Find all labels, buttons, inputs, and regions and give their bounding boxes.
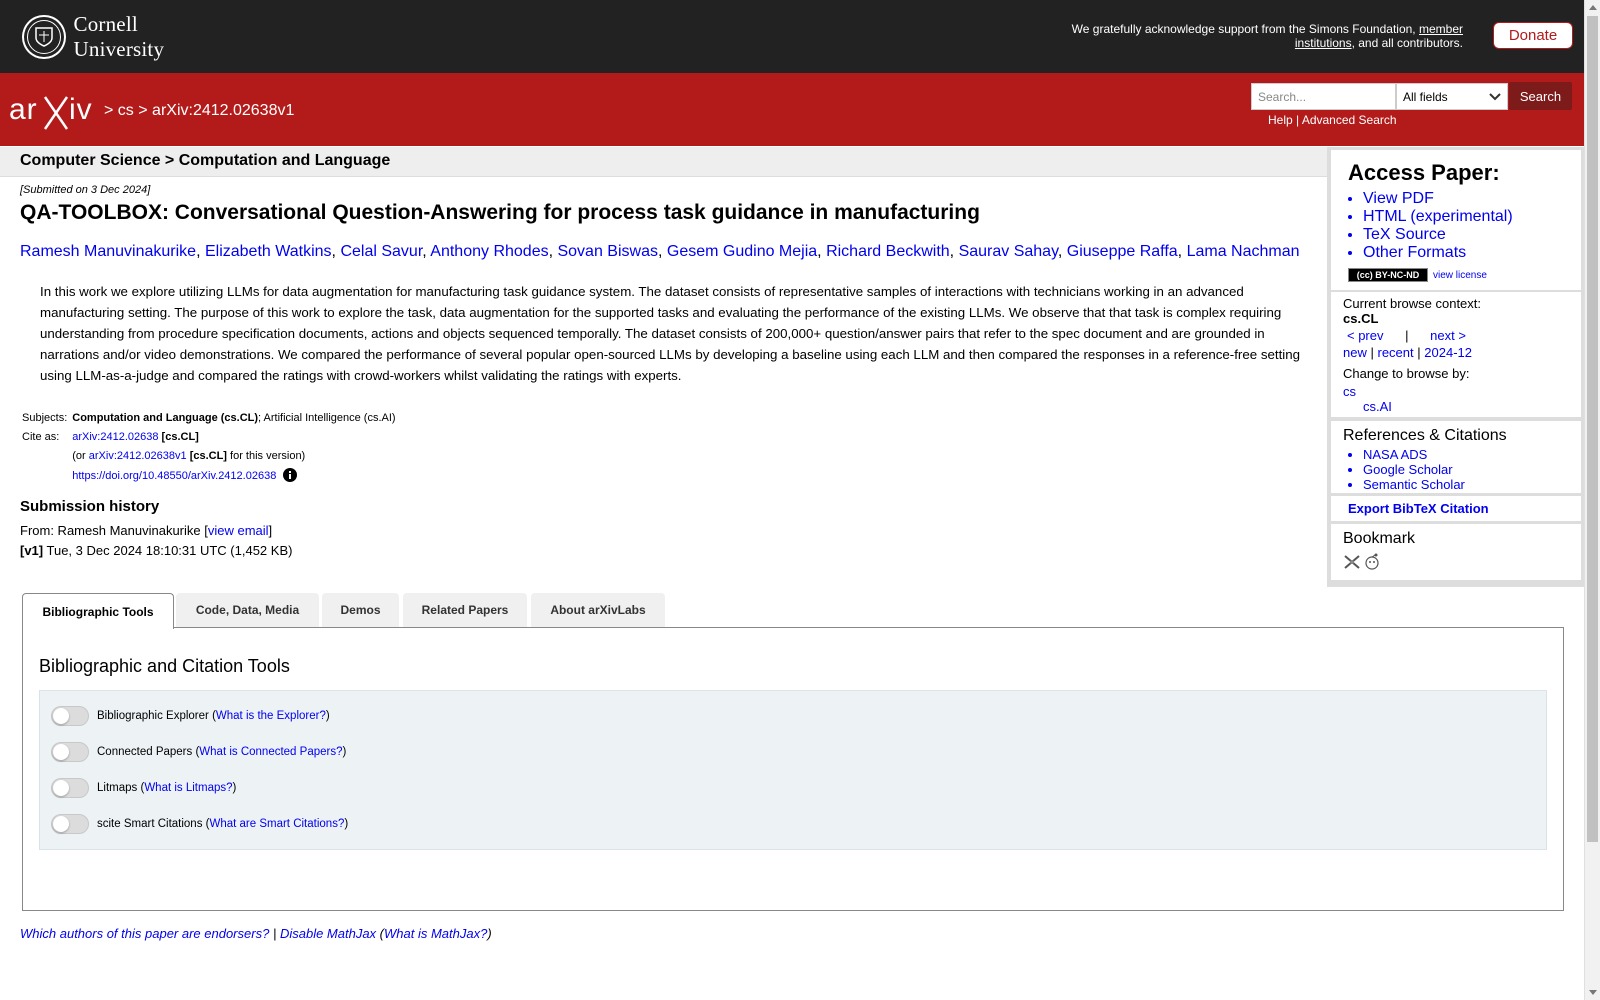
google-scholar-link[interactable]: Google Scholar (1363, 462, 1453, 477)
cornell-wordmark: Cornell University (73, 12, 165, 61)
references-title: References & Citations (1343, 427, 1507, 444)
help-link[interactable]: Help (1268, 113, 1293, 127)
tab-demos[interactable]: Demos (322, 593, 399, 627)
access-paper-box (1331, 150, 1581, 290)
tab-code-data-media[interactable]: Code, Data, Media (176, 593, 319, 627)
support-suffix: , and all contributors. (1351, 36, 1463, 50)
category-title: Computer Science > Computation and Language (20, 152, 391, 169)
references-list (1343, 447, 1465, 492)
tools-box (39, 690, 1547, 850)
disable-mathjax-link[interactable]: Disable MathJax (279, 926, 377, 941)
explorer-toggle[interactable] (51, 706, 89, 726)
version-label: [v1] (20, 543, 44, 558)
change-browse-label: Change to browse by: (1343, 366, 1470, 381)
scroll-thumb[interactable] (1587, 16, 1598, 842)
tool-label: scite Smart Citations (97, 818, 203, 830)
toggle-knob (53, 816, 69, 832)
month-link[interactable]: 2024-12 (1424, 345, 1472, 360)
svg-text:iv: iv (69, 93, 93, 126)
browse-context-value: cs.CL (1343, 311, 1379, 326)
abstract: In this work we explore utilizing LLMs for data augmentation for manufacturing task guidance system. The dataset consists of representative samples of interactions with technicians working in an advanced manufacturing setting. The purpose of this work to explore the task, data augmentation for the supported tasks and evaluating the performance of the existing LLMs. We observe that that task is complex requiring understanding from procedure specification documents, actions and objects sequenced temporally. The dataset consists of 200,000+ question/answer pairs that refer to the spec document and are grounded in narrations and/or video demonstrations. We compared the performance of several popular open-sourced LLMs by developing a baseline using each LLM and then compared the responses in a reference-free setting using LLM-as-a-judge and compared the ratings with crowd-workers whilst validating the ratings with experts. (40, 284, 1301, 383)
tool-help-link[interactable]: What are Smart Citations? (209, 818, 345, 830)
export-box (1331, 496, 1581, 521)
cite-row (20, 429, 399, 448)
next-link[interactable]: next > (1430, 328, 1466, 343)
prev-link[interactable]: < prev (1347, 328, 1384, 343)
tool-row-litmaps: Litmaps ( What is Litmaps? ) (51, 777, 236, 799)
prev-next-row (1347, 328, 1466, 343)
toggle-knob (53, 744, 69, 760)
litmaps-toggle[interactable] (51, 778, 89, 798)
tool-help-link[interactable]: What is Litmaps? (144, 782, 233, 794)
recent-link[interactable]: recent (1377, 345, 1414, 360)
bracket-close: ] (268, 523, 273, 538)
list-item (1363, 244, 1513, 262)
list-item (1363, 462, 1465, 477)
toggle-knob (53, 708, 69, 724)
scroll-up-icon[interactable] (1589, 5, 1597, 10)
tab-related-papers[interactable]: Related Papers (403, 593, 527, 627)
author-link[interactable]: Elizabeth Watkins (204, 243, 332, 260)
breadcrumb-cs[interactable]: cs (117, 102, 134, 119)
version-history-line (20, 543, 292, 558)
footer-links: Which authors of this paper are endorsers? | Disable MathJax (What is MathJax?) (20, 926, 492, 941)
author-list: Ramesh Manuvinakurike, Elizabeth Watkins, Celal Savur, Anthony Rhodes, Sovan Biswas, Gesem Gudino Mejia, Richard Beckwith, Saurav Sahay, Giuseppe Raffa, Lama Nachman (20, 243, 1300, 260)
author-link[interactable]: Gesem Gudino Mejia (666, 243, 818, 260)
subjects-value (70, 410, 398, 429)
primary-subject: Computation and Language (cs.CL) (72, 412, 259, 424)
nasa-ads-link[interactable]: NASA ADS (1363, 447, 1428, 462)
html-experimental-link[interactable]: HTML (experimental) (1363, 208, 1513, 225)
date-browse-row (1343, 345, 1472, 360)
view-email-link[interactable]: view email (207, 523, 269, 538)
metadata-table (20, 410, 399, 487)
advanced-search-link[interactable]: Advanced Search (1301, 113, 1397, 127)
bookmark-box (1331, 524, 1581, 580)
access-paper-title: Access Paper: (1348, 160, 1500, 185)
list-item (1363, 208, 1513, 226)
author-link[interactable]: Sovan Biswas (557, 243, 658, 260)
tool-row-scite: scite Smart Citations ( What are Smart Citations? ) (51, 813, 348, 835)
separator: | (1370, 345, 1374, 360)
doi-link[interactable]: https://doi.org/10.48550/arXiv.2412.02638 (72, 470, 277, 482)
list-item (1363, 447, 1465, 462)
arxiv-header (0, 73, 1584, 146)
breadcrumb-paper-id: arXiv:2412.02638v1 (152, 102, 295, 119)
tab-bibliographic-tools[interactable]: Bibliographic Tools (22, 593, 174, 629)
or-prefix: (or (72, 450, 86, 462)
references-box (1331, 421, 1581, 493)
tools-title: Bibliographic and Citation Tools (39, 656, 290, 676)
submitted-date: [Submitted on 3 Dec 2024] (20, 184, 151, 196)
scite-toggle[interactable] (51, 814, 89, 834)
separator: | (1405, 328, 1409, 343)
support-prefix: We gratefully acknowledge support from the Simons Foundation, (1071, 22, 1416, 36)
reddit-icon[interactable] (1363, 552, 1381, 570)
tool-help-link[interactable]: What is the Explorer? (215, 710, 326, 722)
version-row (20, 448, 399, 467)
sidebar (1327, 147, 1585, 587)
tool-row-connected-papers: Connected Papers ( What is Connected Papers? ) (51, 741, 346, 763)
cc-license-badge[interactable]: (cc) BY-NC-ND (1348, 268, 1428, 282)
separator: | (1417, 345, 1421, 360)
bookmark-title: Bookmark (1343, 530, 1416, 547)
new-link[interactable]: new (1343, 345, 1367, 360)
tab-panel (22, 627, 1564, 911)
author-link[interactable]: Celal Savur (340, 243, 423, 260)
author-link[interactable]: Lama Nachman (1186, 243, 1300, 260)
cite-id-link[interactable]: arXiv:2412.02638 (72, 431, 159, 443)
submitter-text: From: Ramesh Manuvinakurike [ (20, 523, 208, 538)
submitter-line (20, 523, 272, 538)
license-row (1348, 268, 1487, 282)
view-license-link[interactable]: view license (1433, 269, 1487, 281)
browse-context-label: Current browse context: (1343, 296, 1482, 311)
connected-papers-toggle[interactable] (51, 742, 89, 762)
category-bar (0, 147, 1327, 177)
version-id-link[interactable]: arXiv:2412.02638v1 (88, 450, 187, 462)
header-links (1268, 113, 1397, 127)
cite-category: [cs.CL] (161, 431, 199, 443)
tab-about-arxivlabs[interactable]: About arXivLabs (531, 593, 665, 627)
svg-text:ar: ar (9, 93, 38, 126)
subjects-label: Subjects: (22, 412, 68, 424)
what-is-mathjax-link[interactable]: What is MathJax? (384, 926, 488, 941)
secondary-subject: ; Artificial Intelligence (cs.AI) (258, 412, 396, 424)
search-field-select[interactable] (1396, 83, 1508, 110)
version-value (70, 448, 398, 467)
breadcrumb (104, 102, 294, 120)
breadcrumb-separator: > (104, 102, 114, 119)
cite-value (70, 429, 398, 448)
page-scrollbar[interactable] (1584, 0, 1600, 1000)
cornell-logo[interactable] (22, 14, 232, 60)
link-separator: | (1296, 113, 1300, 127)
author-link[interactable]: Ramesh Manuvinakurike (20, 243, 197, 260)
view-pdf-link[interactable]: View PDF (1363, 190, 1434, 207)
tool-help-link[interactable]: What is Connected Papers? (199, 746, 343, 758)
bibsonomy-icon[interactable] (1343, 554, 1361, 570)
cornell-seal-icon (22, 15, 66, 59)
doi-row (20, 467, 399, 487)
separator: | (272, 926, 277, 941)
author-link[interactable]: Richard Beckwith (826, 243, 950, 260)
tool-row-explorer: Bibliographic Explorer ( What is the Explorer? ) (51, 705, 330, 727)
list-item (1363, 190, 1513, 208)
subjects-row (20, 410, 399, 429)
access-links (1345, 190, 1513, 262)
list-item (1363, 226, 1513, 244)
version-date: Tue, 3 Dec 2024 18:10:31 UTC (1,452 KB) (46, 543, 293, 558)
tool-label: Bibliographic Explorer (97, 710, 209, 722)
search-input[interactable] (1251, 83, 1396, 110)
list-item (1363, 477, 1465, 492)
info-icon[interactable] (283, 468, 297, 482)
author-link[interactable]: Saurav Sahay (958, 243, 1058, 260)
cornell-topbar (0, 0, 1584, 73)
scroll-down-icon[interactable] (1589, 990, 1597, 995)
empty-cell (20, 448, 70, 467)
breadcrumb-separator: > (138, 102, 148, 119)
browse-context-box (1331, 292, 1581, 417)
doi-value (70, 467, 398, 487)
browse-cs-link[interactable]: cs (1343, 384, 1356, 399)
chevron-down-icon (1489, 93, 1501, 101)
paper-title: QA-TOOLBOX: Conversational Question-Answering for process task guidance in manufacturing (20, 201, 980, 224)
tool-label: Litmaps (97, 782, 138, 794)
toggle-knob (53, 780, 69, 796)
donate-button[interactable]: Donate (1493, 22, 1573, 49)
endorsers-link[interactable]: Which authors of this paper are endorsers? (20, 926, 270, 941)
cite-label: Cite as: (22, 431, 60, 443)
author-link[interactable]: Giuseppe Raffa (1066, 243, 1178, 260)
other-formats-link[interactable]: Other Formats (1363, 244, 1467, 261)
tex-source-link[interactable]: TeX Source (1363, 226, 1446, 243)
author-link[interactable]: Anthony Rhodes (430, 243, 549, 260)
version-suffix: for this version) (230, 450, 306, 462)
semantic-scholar-link[interactable]: Semantic Scholar (1363, 477, 1465, 492)
browse-csai-link[interactable]: cs.AI (1363, 399, 1392, 414)
support-acknowledgement (1043, 22, 1463, 50)
search-field-value: All fields (1403, 89, 1448, 104)
submission-history-title: Submission history (20, 498, 160, 515)
empty-cell (20, 467, 70, 487)
search-button[interactable]: Search (1509, 82, 1572, 110)
arxiv-logo[interactable] (9, 91, 101, 131)
export-bibtex-link[interactable]: Export BibTeX Citation (1348, 501, 1489, 516)
tool-label: Connected Papers (97, 746, 193, 758)
member-institutions-link[interactable]: member institutions (1294, 22, 1463, 50)
version-category: [cs.CL] (189, 450, 227, 462)
